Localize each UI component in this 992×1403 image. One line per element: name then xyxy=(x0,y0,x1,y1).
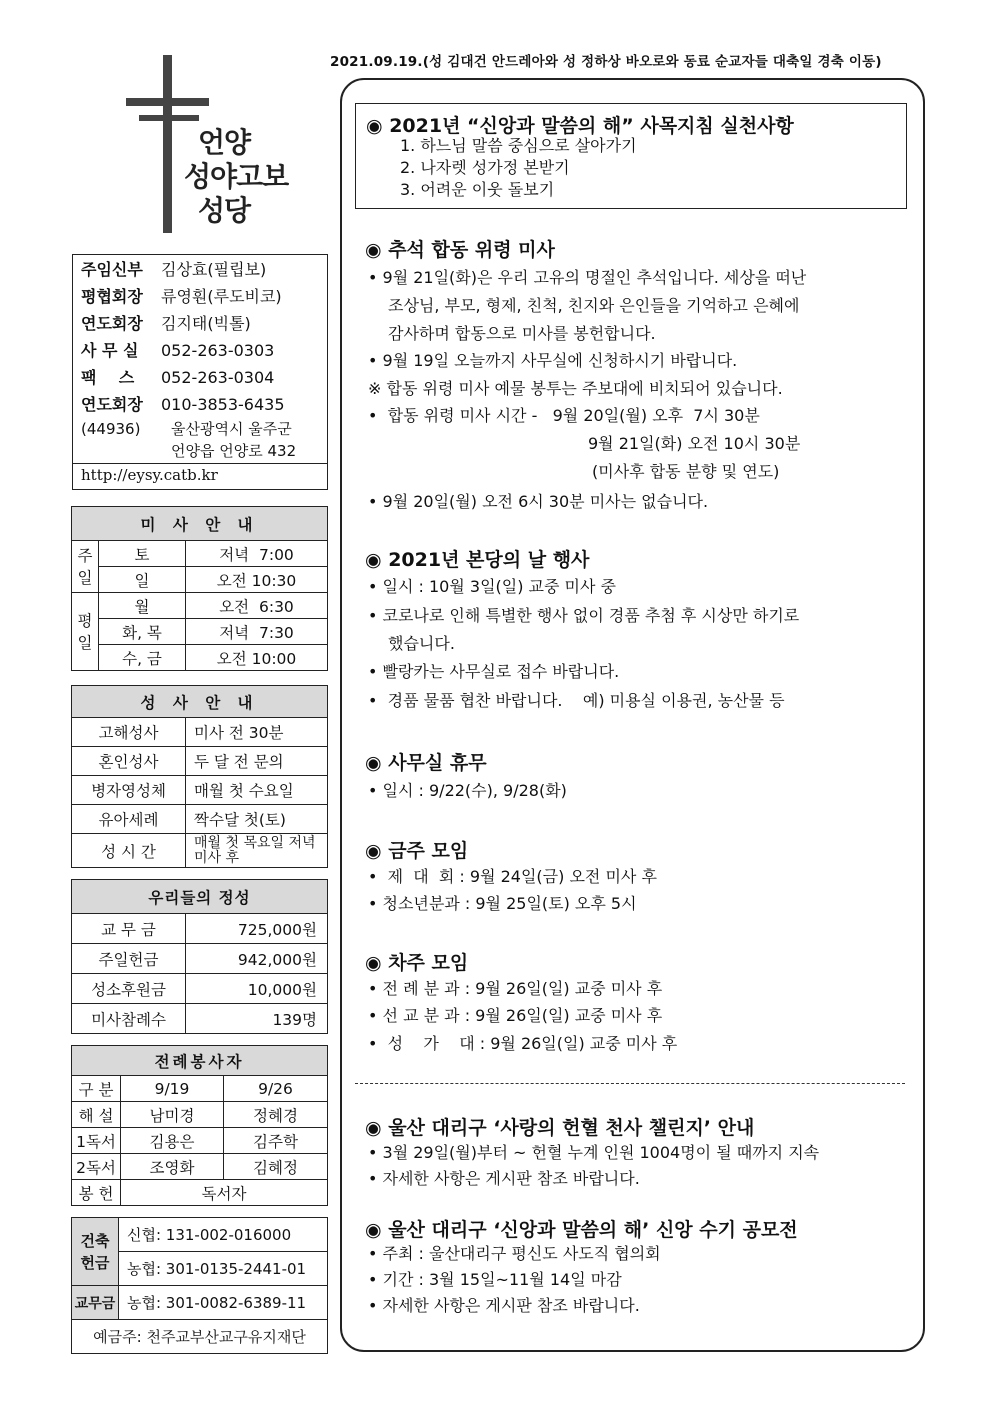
parish-info-box xyxy=(72,254,328,490)
section-title: ◉ 울산 대리구 ‘사랑의 헌혈 천사 챌린지’ 안내 xyxy=(365,1117,755,1139)
section-line: • 선 교 분 과 : 9월 26일(일) 교중 미사 후 xyxy=(368,1006,663,1025)
section-line: • 빨랑카는 사무실로 접수 바랍니다. xyxy=(368,662,620,681)
info-value: 010-3853-6435 xyxy=(161,395,285,414)
section-line: 9월 21일(화) 오전 10시 30분 xyxy=(588,434,801,453)
info-key: 팩 스 xyxy=(81,368,135,387)
guideline-title: ◉ 2021년 “신앙과 말씀의 해” 사목지침 실천사항 xyxy=(366,115,794,137)
mass-day: 수, 금 xyxy=(99,645,186,671)
sacrament-info: 매월 첫 수요일 xyxy=(186,776,328,805)
section-line: • 일시 : 10월 3일(일) 교중 미사 중 xyxy=(368,577,617,596)
account-holder: 예금주: 천주교부산교구유지재단 xyxy=(72,1320,328,1354)
info-value: 류영훤(루도비코) xyxy=(161,287,282,306)
info-value: 김지태(빅톨) xyxy=(161,314,251,333)
cross-logo-bar-small xyxy=(139,115,199,121)
accounts-table xyxy=(71,1217,328,1354)
section-line: • 합동 위령 미사 시간 - 9월 20일(월) 오후 7시 30분 xyxy=(368,406,760,425)
servers-date: 9/19 xyxy=(121,1076,224,1102)
info-value: 김상효(필립보) xyxy=(161,260,267,279)
section-line: • 3월 29일(월)부터 ~ 헌혈 누계 인원 1004명이 될 때까지 지속 xyxy=(368,1143,820,1162)
sacrament-name: 성 시 간 xyxy=(72,834,186,868)
building-fund-label xyxy=(72,1218,119,1286)
info-value: 052-263-0304 xyxy=(161,368,275,387)
server-name: 김용은 xyxy=(121,1128,224,1154)
pastoral-guideline-box xyxy=(355,103,907,209)
section-line: • 일시 : 9/22(수), 9/28(화) xyxy=(368,781,567,800)
offering-amount: 725,000원 xyxy=(186,914,328,944)
servers-label: 해 설 xyxy=(72,1102,121,1128)
section-line: • 주최 : 울산대리구 평신도 사도직 협의회 xyxy=(368,1244,661,1263)
section-line: • 경품 물품 협찬 바랍니다. 예) 미용실 이용권, 농산물 등 xyxy=(368,691,785,710)
offering-name: 미사참례수 xyxy=(72,1004,186,1034)
servers-label: 2독서 xyxy=(72,1154,121,1180)
mass-time: 오전 10:30 xyxy=(186,567,328,593)
bulletin-date: 2021.09.19.(성 김대건 안드레아와 성 정하상 바오로와 동료 순교자들 대축일 경축 이동) xyxy=(330,54,882,70)
cross-logo-bar xyxy=(126,98,209,106)
building-fund-label-text: 건축헌금 xyxy=(80,1231,110,1272)
sacrament-info: 미사 전 30분 xyxy=(186,718,328,747)
section-line: • 전 례 분 과 : 9월 26일(일) 교중 미사 후 xyxy=(368,979,663,998)
mass-table-title: 미 사 안 내 xyxy=(72,507,328,541)
section-title: ◉ 추석 합동 위령 미사 xyxy=(365,239,555,261)
section-line: (미사후 합동 분향 및 연도) xyxy=(592,462,780,481)
mass-time: 저녁 7:30 xyxy=(186,619,328,645)
offering-amount: 10,000원 xyxy=(186,974,328,1004)
guideline-item: 3. 어려운 이웃 돌보기 xyxy=(400,180,555,199)
address-line-1: 울산광역시 울주군 xyxy=(171,420,292,438)
offering-name: 성소후원금 xyxy=(72,974,186,1004)
sunday-label xyxy=(72,541,99,593)
logo-line-3: 성당 xyxy=(198,194,251,227)
offering-table-title: 우리들의 정성 xyxy=(72,880,328,914)
servers-label: 1독서 xyxy=(72,1128,121,1154)
section-line: • 제 대 회 : 9월 24일(금) 오전 미사 후 xyxy=(368,867,657,886)
sacrament-info: 짝수달 첫(토) xyxy=(186,805,328,834)
info-value: 052-263-0303 xyxy=(161,341,275,360)
logo-line-1: 언양 xyxy=(198,126,251,159)
info-row xyxy=(81,392,285,415)
section-line: • 9월 20일(월) 오전 6시 30분 미사는 없습니다. xyxy=(368,492,709,511)
info-key: 평협회장 xyxy=(81,287,143,306)
mass-day: 토 xyxy=(99,541,186,567)
guideline-item: 1. 하느님 말씀 중심으로 살아가기 xyxy=(400,136,637,155)
section-title: ◉ 금주 모임 xyxy=(365,840,469,862)
sunday-label-text: 주일 xyxy=(77,546,93,587)
guideline-item: 2. 나자렛 성가정 본받기 xyxy=(400,158,570,177)
mass-time: 오전 10:00 xyxy=(186,645,328,671)
mass-time: 오전 6:30 xyxy=(186,593,328,619)
weekday-label xyxy=(72,593,99,671)
cross-logo-icon xyxy=(163,55,172,233)
info-key: 연도회장 xyxy=(81,395,143,414)
server-name: 독서자 xyxy=(121,1180,328,1206)
section-line: • 자세한 사항은 게시판 참조 바랍니다. xyxy=(368,1169,640,1188)
tithe-label: 교무금 xyxy=(72,1286,119,1320)
liturgy-servers-table xyxy=(71,1045,328,1206)
section-line: • 9월 19일 오늘까지 사무실에 신청하시기 바랍니다. xyxy=(368,351,738,370)
section-line: 조상님, 부모, 형제, 친척, 친지와 은인들을 기억하고 은혜에 xyxy=(388,296,800,315)
logo-line-2: 성야고보 xyxy=(184,160,289,193)
servers-date: 9/26 xyxy=(224,1076,328,1102)
account-number: 신협: 131-002-016000 xyxy=(119,1218,328,1252)
offering-table xyxy=(71,879,328,1034)
offering-name: 교 무 금 xyxy=(72,914,186,944)
section-line: 감사하며 합동으로 미사를 봉헌합니다. xyxy=(388,324,656,343)
server-name: 정혜경 xyxy=(224,1102,328,1128)
info-key: 사 무 실 xyxy=(81,341,139,360)
sacrament-name: 유아세례 xyxy=(72,805,186,834)
weekday-label-text: 평일 xyxy=(77,611,93,652)
info-row xyxy=(81,365,274,388)
section-line: 했습니다. xyxy=(388,634,455,653)
info-row xyxy=(81,311,251,334)
website-link[interactable]: http://eysy.catb.kr xyxy=(81,466,218,484)
mass-day: 월 xyxy=(99,593,186,619)
info-key: 연도회장 xyxy=(81,314,143,333)
servers-label: 봉 헌 xyxy=(72,1180,121,1206)
offering-amount: 139명 xyxy=(186,1004,328,1034)
section-line: • 기간 : 3월 15일~11월 14일 마감 xyxy=(368,1270,622,1289)
section-line: • 9월 21일(화)은 우리 고유의 명절인 추석입니다. 세상을 떠난 xyxy=(368,268,807,287)
server-name: 조영화 xyxy=(121,1154,224,1180)
mass-time: 저녁 7:00 xyxy=(186,541,328,567)
server-name: 김혜정 xyxy=(224,1154,328,1180)
section-title: ◉ 2021년 본당의 날 행사 xyxy=(365,549,590,571)
server-name: 김주학 xyxy=(224,1128,328,1154)
section-line: ※ 합동 위령 미사 예물 봉투는 주보대에 비치되어 있습니다. xyxy=(368,379,783,398)
section-title: ◉ 울산 대리구 ‘신앙과 말씀의 해’ 신앙 수기 공모전 xyxy=(365,1219,798,1241)
sacrament-name: 혼인성사 xyxy=(72,747,186,776)
servers-table-title: 전례봉사자 xyxy=(72,1046,328,1076)
parish-logo-text xyxy=(184,126,288,228)
divider xyxy=(73,463,327,464)
sacrament-name: 고해성사 xyxy=(72,718,186,747)
address-line-2: 언양읍 언양로 432 xyxy=(171,442,297,460)
offering-amount: 942,000원 xyxy=(186,944,328,974)
servers-label: 구 분 xyxy=(72,1076,121,1102)
account-number: 농협: 301-0082-6389-11 xyxy=(119,1286,328,1320)
section-line: • 성 가 대 : 9월 26일(일) 교중 미사 후 xyxy=(368,1034,678,1053)
mass-day: 화, 목 xyxy=(99,619,186,645)
sacrament-info: 두 달 전 문의 xyxy=(186,747,328,776)
address-row xyxy=(81,418,292,439)
sacrament-name: 병자영성체 xyxy=(72,776,186,805)
section-line: • 코로나로 인해 특별한 행사 없이 경품 추첨 후 시상만 하기로 xyxy=(368,606,800,625)
offering-name: 주일헌금 xyxy=(72,944,186,974)
section-title: ◉ 차주 모임 xyxy=(365,952,469,974)
info-key: 주임신부 xyxy=(81,260,143,279)
info-row xyxy=(81,338,274,361)
sacrament-info: 매월 첫 목요일 저녁미사 후 xyxy=(186,834,328,868)
info-row xyxy=(81,284,282,307)
server-name: 남미경 xyxy=(121,1102,224,1128)
section-line: • 자세한 사항은 게시판 참조 바랍니다. xyxy=(368,1296,640,1315)
dashed-divider xyxy=(355,1083,905,1084)
info-row xyxy=(81,257,266,280)
section-title: ◉ 사무실 휴무 xyxy=(365,752,487,774)
sacrament-table-title: 성 사 안 내 xyxy=(72,686,328,718)
account-number: 농협: 301-0135-2441-01 xyxy=(119,1252,328,1286)
mass-day: 일 xyxy=(99,567,186,593)
zip-code: (44936) xyxy=(81,420,141,438)
sacrament-table xyxy=(71,685,328,868)
section-line: • 청소년분과 : 9월 25일(토) 오후 5시 xyxy=(368,894,637,913)
mass-schedule-table xyxy=(71,506,328,671)
